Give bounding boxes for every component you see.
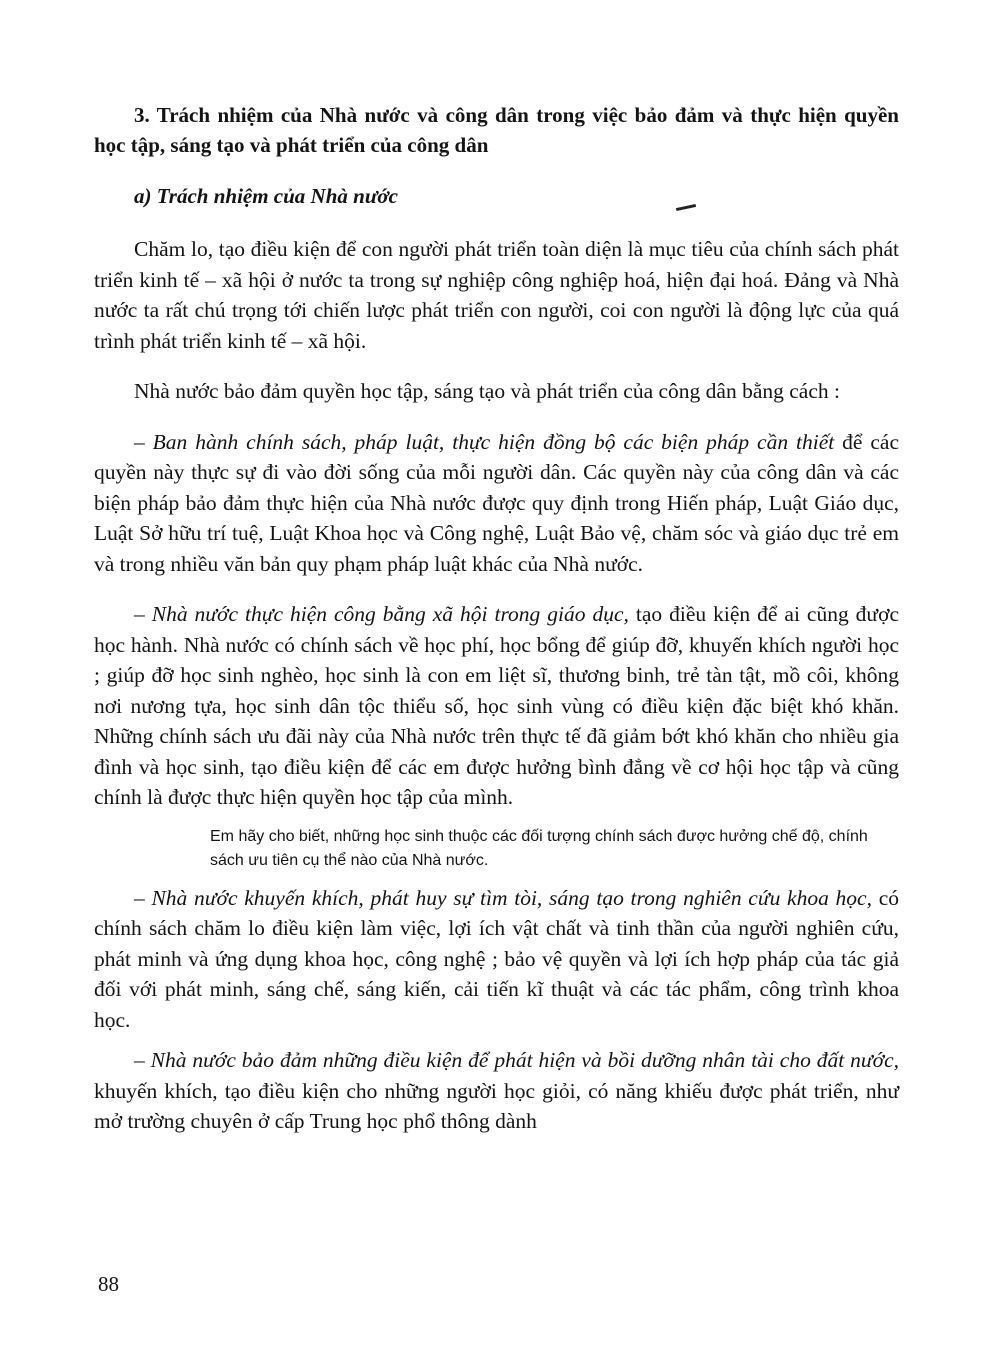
paragraph-6-text: khuyến khích, tạo điều kiện cho những người học giỏi, có năng khiếu được phát triển, như mở trường chuyên ở cấp Trung học phổ thông dành — [94, 1078, 899, 1133]
paragraph-2: Nhà nước bảo đảm quyền học tập, sáng tạo và phát triển của công dân bằng cách : — [134, 379, 840, 403]
paragraph-3-text: để các quyền này thực sự đi vào đời sống của mỗi người dân. Các quyền này của công dân và các biện pháp bảo đảm thực hiện của Nhà nước được quy định trong Hiến pháp, Luật Giáo dục, Luật Sở hữu trí tuệ, Luật Khoa học và Công nghệ, Luật Bảo vệ, chăm sóc và giáo dục trẻ em và trong nhiều văn bản quy phạm pháp luật khác của Nhà nước. — [94, 429, 900, 576]
paragraph-5-emphasis: – Nhà nước khuyến khích, phát huy sự tìm tòi, sáng tạo trong nghiên cứu khoa học, — [134, 885, 872, 910]
paragraph-6-emphasis: – Nhà nước bảo đảm những điều kiện để phát hiện và bồi dưỡng nhân tài cho đất nước, — [134, 1048, 899, 1072]
section-heading: 3. Trách nhiệm của Nhà nước và công dân trong việc bảo đảm và thực hiện quyền học tập, sáng tạo và phát triển của công dân — [94, 103, 899, 157]
paragraph-5 — [94, 883, 899, 1036]
page-number: 88 — [98, 1272, 119, 1296]
paragraph-3-emphasis: – Ban hành chính sách, pháp luật, thực hiện đồng bộ các biện pháp cần thiết — [134, 429, 835, 454]
page-content — [94, 100, 899, 1137]
paragraph-1: Chăm lo, tạo điều kiện để con người phát triển toàn diện là mục tiêu của chính sách phát triển kinh tế – xã hội ở nước ta trong sự nghiệp công nghiệp hoá, hiện đại hoá. Đảng và Nhà nước ta rất chú trọng tới chiến lược phát triển con người, coi con người là động lực của quá trình phát triển kinh tế – xã hội. — [94, 237, 899, 353]
paragraph-5-text: có chính sách chăm lo điều kiện làm việc, lợi ích vật chất và tinh thần của người nghiên cứu, phát minh và ứng dụng khoa học, công nghệ ; bảo vệ quyền và lợi ích hợp pháp của tác giả đối với phát minh, sáng chế, sáng kiến, cải tiến kĩ thuật và các tác phẩm, công trình khoa học. — [94, 885, 899, 1032]
paragraph-4 — [94, 599, 899, 813]
section-subheading: a) Trách nhiệm của Nhà nước — [134, 184, 399, 208]
paragraph-4-emphasis: – Nhà nước thực hiện công bằng xã hội trong giáo dục, — [134, 602, 629, 626]
review-question: Em hãy cho biết, những học sinh thuộc các đối tượng chính sách được hưởng chế độ, chính sách ưu tiên cụ thể nào của Nhà nước. — [210, 827, 868, 869]
paragraph-4-text: tạo điều kiện để ai cũng được học hành. Nhà nước có chính sách về học phí, học bổng để giúp đỡ, khuyến khích người học ; giúp đỡ học sinh nghèo, học sinh là con em liệt sĩ, thương binh, trẻ tàn tật, mồ côi, không nơi nương tựa, học sinh dân tộc thiểu số, học sinh vùng có điều kiện đặc biệt khó khăn. Những chính sách ưu đãi này của Nhà nước trên thực tế đã giảm bớt khó khăn cho nhiều gia đình và học sinh, tạo điều kiện để các em được hưởng bình đẳng về cơ hội học tập và cũng chính là được thực hiện quyền học tập của mình. — [94, 602, 899, 809]
paragraph-3 — [94, 427, 899, 580]
paragraph-6 — [94, 1045, 899, 1137]
